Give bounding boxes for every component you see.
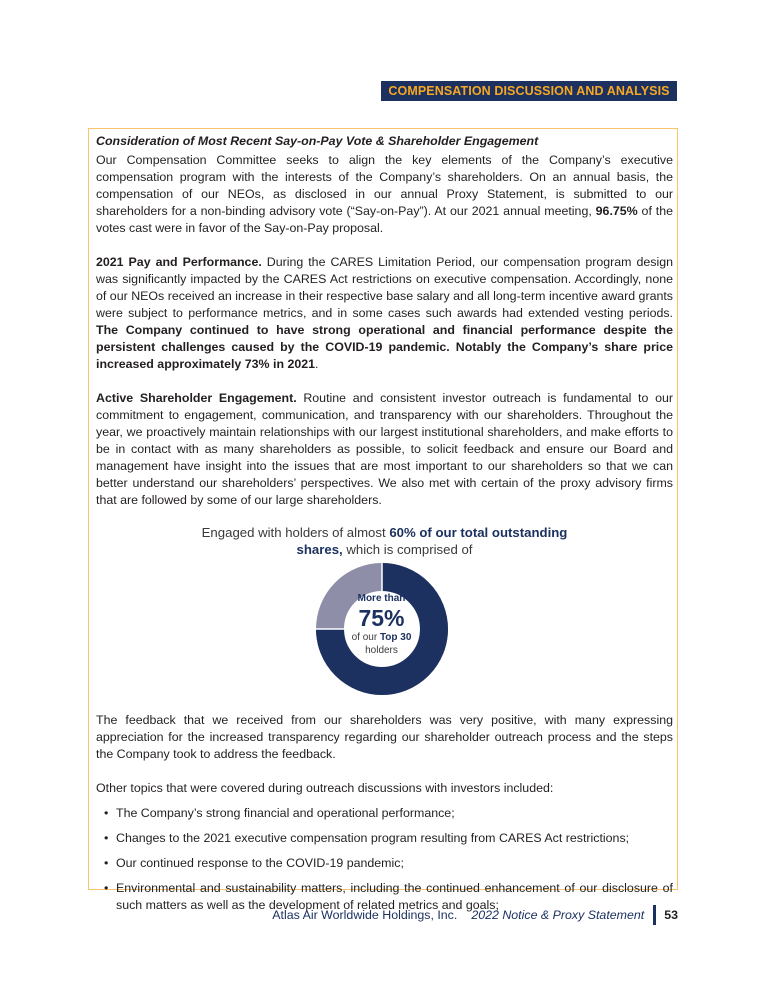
list-item: • Environmental and sustainability matters, including the continued enhancement of our disclosure of such matters as well as the development of related metrics and goals; [104,880,673,914]
p2-bold: The Company continued to have strong operational and financial performance despite the persistent challenges caused by the COVID-19 pandemic. Notably the Company’s share price increased approximately 73% in 2021 [96,323,673,371]
footer-divider [653,905,656,925]
p2-lead: 2021 Pay and Performance. [96,255,262,269]
p1-tail: of the votes cast were in favor of the Say-on-Pay proposal. [96,204,673,235]
list-item: • The Company’s strong financial and operational performance; [104,805,673,822]
donut-wrap [315,562,449,696]
p2-text: During the CARES Limitation Period, our compensation program design was significantly impacted by the CARES Act restrictions on executive compensation. Accordingly, none of our NEOs received an increase in their respective base salary and all long-term incentive award grants were subject to performance metrics, and in some cases such awards had extended vesting periods. [96,255,673,320]
topics-list [104,805,673,914]
content-flow [96,133,673,922]
list-item: • Changes to the 2021 executive compensation program resulting from CARES Act restrictions; [104,830,673,847]
paragraph-engagement [96,390,673,509]
caption-post: which is comprised of [342,542,473,557]
center-bottom: holders [365,645,398,656]
footer-company: Atlas Air Worldwide Holdings, Inc. [272,908,458,922]
caption-pre: Engaged with holders of almost [201,525,390,540]
center-bold: Top 30 [379,632,412,643]
p2-tail: . [315,357,319,371]
section-heading: Consideration of Most Recent Say-on-Pay Vote & Shareholder Engagement [96,134,539,148]
center-value: 75% [358,605,405,631]
graphic-caption [180,524,590,558]
p1-bold: 96.75% [595,204,638,218]
paragraph-pay-performance [96,254,673,373]
caption-bold: 60% of our total outstanding shares, [296,525,568,557]
paragraph-other-topics: Other topics that were covered during outreach discussions with investors included: [96,781,554,795]
p3-lead: Active Shareholder Engagement. [96,391,297,405]
donut-center-label [337,593,427,657]
center-of [337,631,427,644]
page-number: 53 [664,908,678,922]
center-of-text: of our [351,632,380,643]
section-banner: COMPENSATION DISCUSSION AND ANALYSIS [381,81,677,101]
p1-text: Our Compensation Committee seeks to align the key elements of the Company’s executive compensation program with the interests of the Company’s shareholders. On an annual basis, the compensation of our NEOs, as disclosed in our annual Proxy Statement, is submitted to our shareholders for a non-binding advisory vote (“Say-on-Pay”). At our 2021 annual meeting, [96,153,673,218]
engagement-graphic [96,524,673,696]
p3-text: Routine and consistent investor outreach is fundamental to our commitment to engagement, communication, and transparency with our shareholders. Throughout the year, we proactively maintain relationships with our largest institutional shareholders, and make efforts to be in contact with as many shareholders as possible, to solicit feedback and ensure our Board and management have insight into the issues that are most important to our shareholders so that we can better understand our shareholders’ perspectives. We also met with certain of the proxy advisory firms that are followed by some of our large shareholders. [96,391,673,507]
page-footer [272,905,678,925]
footer-document: 2022 Notice & Proxy Statement [471,908,645,922]
paragraph-say-on-pay [96,152,673,237]
center-top: More than [357,593,406,604]
list-item: • Our continued response to the COVID-19 pandemic; [104,855,673,872]
paragraph-feedback: The feedback that we received from our shareholders was very positive, with many expressing appreciation for the increased transparency regarding our shareholder outreach process and the steps the Company took to address the feedback. [96,713,673,761]
